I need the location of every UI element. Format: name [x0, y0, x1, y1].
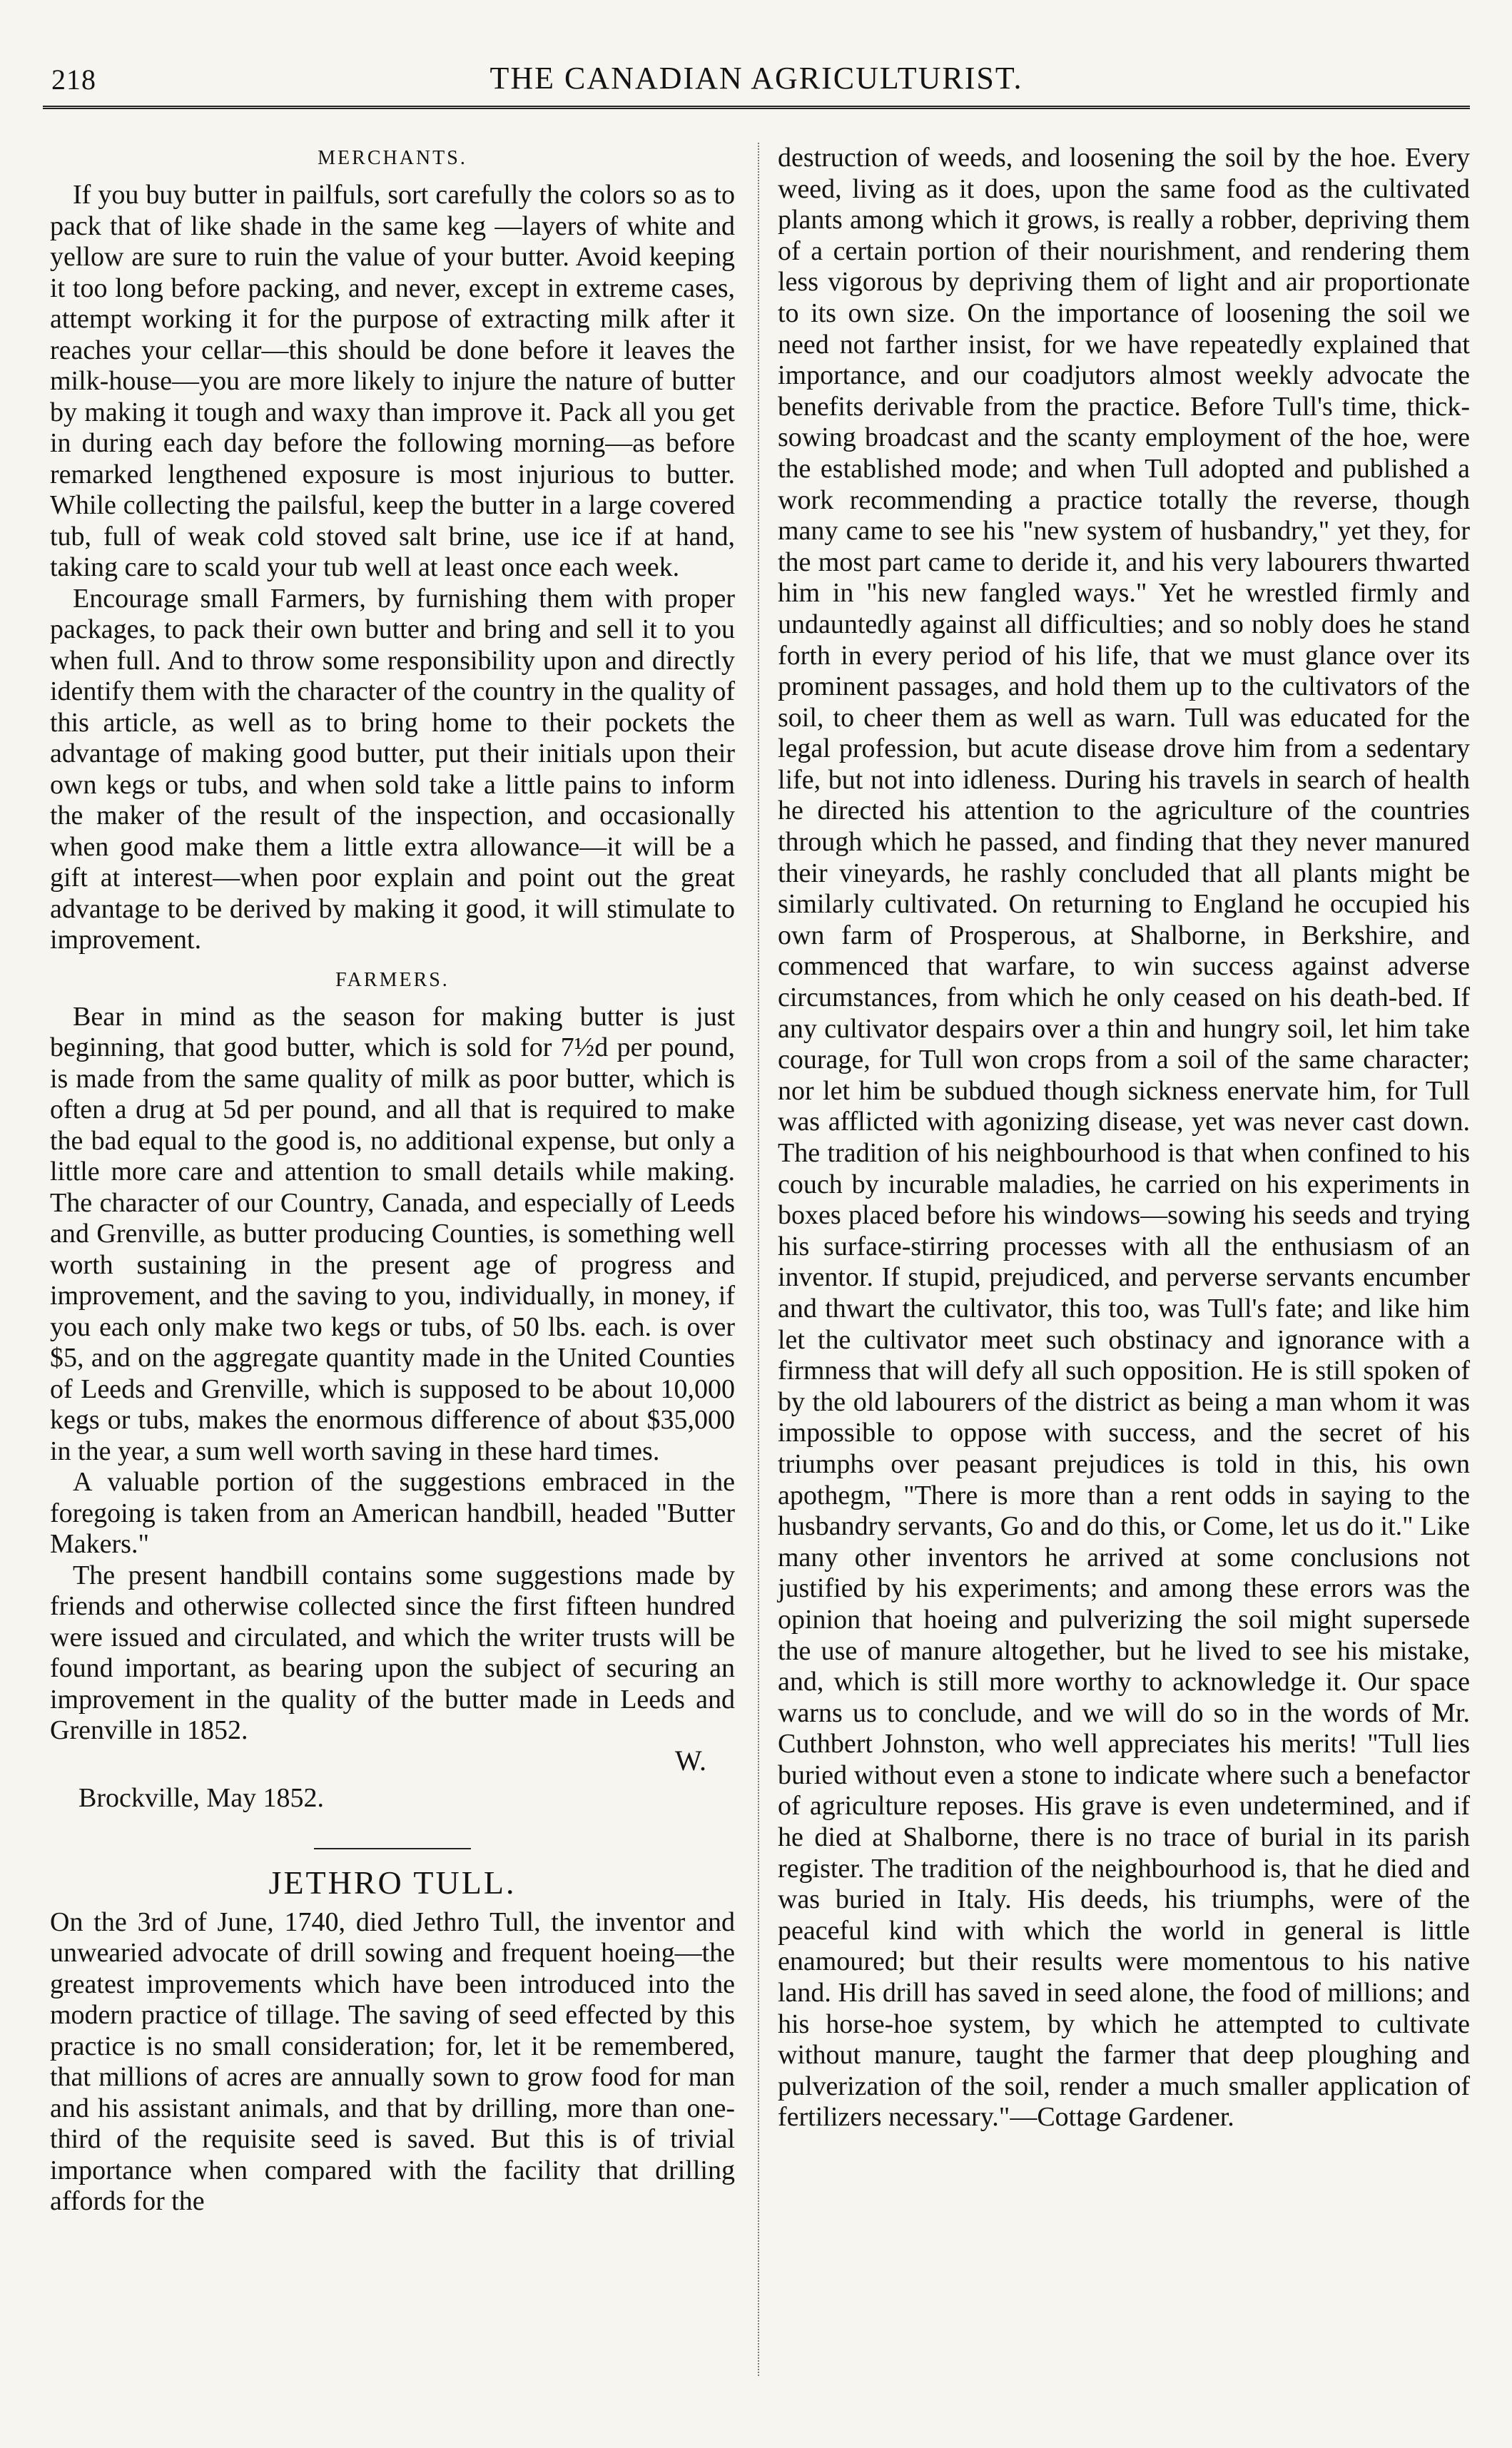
signoff [50, 1744, 735, 1832]
farmers-paragraph-2: A valuable portion of the suggestions embraced in the foregoing is taken from an American handbill, headed "Butter Makers." [50, 1467, 735, 1559]
article-divider [314, 1848, 471, 1849]
running-title: THE CANADIAN AGRICULTURIST. [489, 61, 1023, 96]
farmers-heading: FARMERS. [335, 968, 450, 991]
page-number: 218 [51, 64, 96, 96]
farmers-paragraph-1: Bear in mind as the season for making butter is just beginning, that good butter, which is sold for 7½d per pound, is made from the same quality of milk as poor butter, which is often a drug at 5d per pound, and all that is required to make the bad equal to the good is, no additional expense, but only a little more care and attention to small details while making. The character of our Country, Canada, and especially of Leeds and Grenville, as butter producing Counties, is something well worth sustaining in the present age of progress and improvement, and the saving to you, individually, in money, if you each only make two kegs or tubs, of 50 lbs. each. is over $5, and on the aggregate quantity made in the United Counties of Leeds and Grenville, which is supposed to be about 10,000 kegs or tubs, makes the enormous difference of about $35,000 in the year, a sum well worth saving in these hard times. [50, 1001, 735, 1466]
left-column [50, 143, 735, 2218]
page-header [43, 51, 1470, 101]
merchants-paragraph-2: Encourage small Farmers, by furnishing them with proper packages, to pack their own butter and bring and sell it to you when full. And to throw some responsibility upon and directly identify them with the character of the country in the quality of this article, as well as to bring home to their pockets the advantage of making good butter, put their initials upon their own kegs or tubs, and when sold take a little pains to inform the maker of the result of the inspection, and occasionally when good make them a little extra allowance—it will be a gift at interest—when poor explain and point out the great advantage to be derived by making it good, it will stimulate to improvement. [50, 583, 735, 955]
right-column [778, 143, 1470, 2133]
article-title: JETHRO TULL. [268, 1864, 517, 1901]
column-separator [758, 143, 759, 2376]
tull-continuation: destruction of weeds, and loosening the soil by the hoe. Every weed, living as it does, upon the same food as the cultivated plants among which it grows, is really a robber, depriving them of a certain portion of their nourishment, and rendering them less vigorous by depriving them of light and air proportionate to its own size. On the importance of loosening the soil we need not farther insist, for we have repeatedly explained that importance, and our coadjutors almost weekly advocate the benefits derivable from the practice. Before Tull's time, thick-sowing broadcast and the scanty employment of the hoe, were the established mode; and when Tull adopted and published a work recommending a practice totally the reverse, though many came to see his "new system of husbandry," yet they, for the most part came to deride it, and his very labourers thwarted him in "his new fangled ways." Yet he wrestled firmly and undauntedly against all difficulties; and so nobly does he stand forth in every period of his life, that we must glance over its prominent passages, and hold them up to the cultivators of the soil, to cheer them as well as warn. Tull was educated for the legal profession, but acute disease drove him from a sedentary life, but not into idleness. During his travels in search of health he directed his attention to the agriculture of the countries through which he passed, and finding that they never manured their vineyards, he rashly concluded that all plants might be similarly cultivated. On returning to England he occupied his own farm of Prosperous, at Shalborne, in Berkshire, and commenced that warfare, to win success against adverse circumstances, from which he only ceased on his death-bed. If any cultivator despairs over a thin and hungry soil, let him take courage, for Tull won crops from a soil of the same character; nor let him be subdued though sickness enervate him, for Tull was afflicted with agonizing disease, yet was never cast down. The tradition of his neighbourhood is that when confined to his couch by incurable maladies, he carried on his experiments in boxes placed before his windows—sowing his seeds and trying his surface-stirring processes with all the enthusiasm of an inventor. If stupid, prejudiced, and perverse servants encumber and thwart the cultivator, this too, was Tull's fate; and like him let the cultivator meet such obstinacy and ignorance with a firmness that will defy all such opposition. He is still spoken of by the old labourers of the district as being a man whom it was impossible to oppose with success, and the secret of his triumphs over peasant prejudices is told in this, his own apothegm, "There is more than a rent odds in saying to the husbandry servants, Go and do this, or Come, let us do it." Like many other inventors he arrived at some conclusions not justified by his experiments; and among these errors was the opinion that hoeing and pulverizing the soil might supersede the use of manure altogether, but he lived to see his mistake, and, which is still more worthy to acknowledge it. Our space warns us to conclude, and we will do so in the words of Mr. Cuthbert Johnston, who well appreciates his merits! "Tull lies buried without even a stone to indicate where such a benefactor of agriculture reposes. His grave is even undetermined, and if he died at Shalborne, there is no trace of burial in its parish register. The tradition of the neighbourhood is, that he died and was buried in Italy. His deeds, his triumphs, were of the peaceful kind with which the world in general is little enamoured; but their results were momentous to his native land. His drill has saved in seed alone, the food of millions; and his horse-hoe system, by which he attempted to cultivate without manure, taught the farmer that deep ploughing and pulverization of the soil, render a much smaller application of fertilizers necessary."—Cottage Gardener. [778, 143, 1470, 2133]
merchants-heading: MERCHANTS. [318, 147, 467, 169]
merchants-paragraph-1: If you buy butter in pailfuls, sort carefully the colors so as to pack that of like shade in the same keg —layers of white and yellow are sure to ruin the value of your butter. Avoid keeping it too long before packing, and never, except in extreme cases, attempt working it for the purpose of extracting milk after it reaches your cellar—this should be done before it leaves the milk-house—you are more likely to injure the nature of butter by making it tough and waxy than improve it. Pack all you get in during each day before the following morning—as before remarked lengthened exposure is most injurious to butter. While collecting the pailsful, keep the butter in a large covered tub, full of weak cold stoved salt brine, use ice if at hand, taking care to scald your tub well at least once each week. [50, 180, 735, 582]
signature-initial: W. [674, 1744, 706, 1777]
farmers-paragraph-3: The present handbill contains some suggestions made by friends and otherwise collected since the first fifteen hundred were issued and circulated, and which the writer trusts will be found important, as bearing upon the subject of securing an improvement in the quality of the butter made in Leeds and Grenville in 1852. [50, 1560, 735, 1745]
signature-place-date: Brockville, May 1852. [78, 1782, 325, 1813]
header-rule [43, 106, 1470, 109]
tull-paragraph-1: On the 3rd of June, 1740, died Jethro Tull, the inventor and unwearied advocate of drill sowing and frequent hoeing—the greatest improvements which have been introduced into the modern practice of tillage. The saving of seed effected by this practice is no small consideration; for, let it be remembered, that millions of acres are annually sown to grow food for man and his assistant animals, and that by drilling, more than one-third of the requisite seed is saved. But this is of trivial importance when compared with the facility that drilling affords for the [50, 1906, 735, 2216]
